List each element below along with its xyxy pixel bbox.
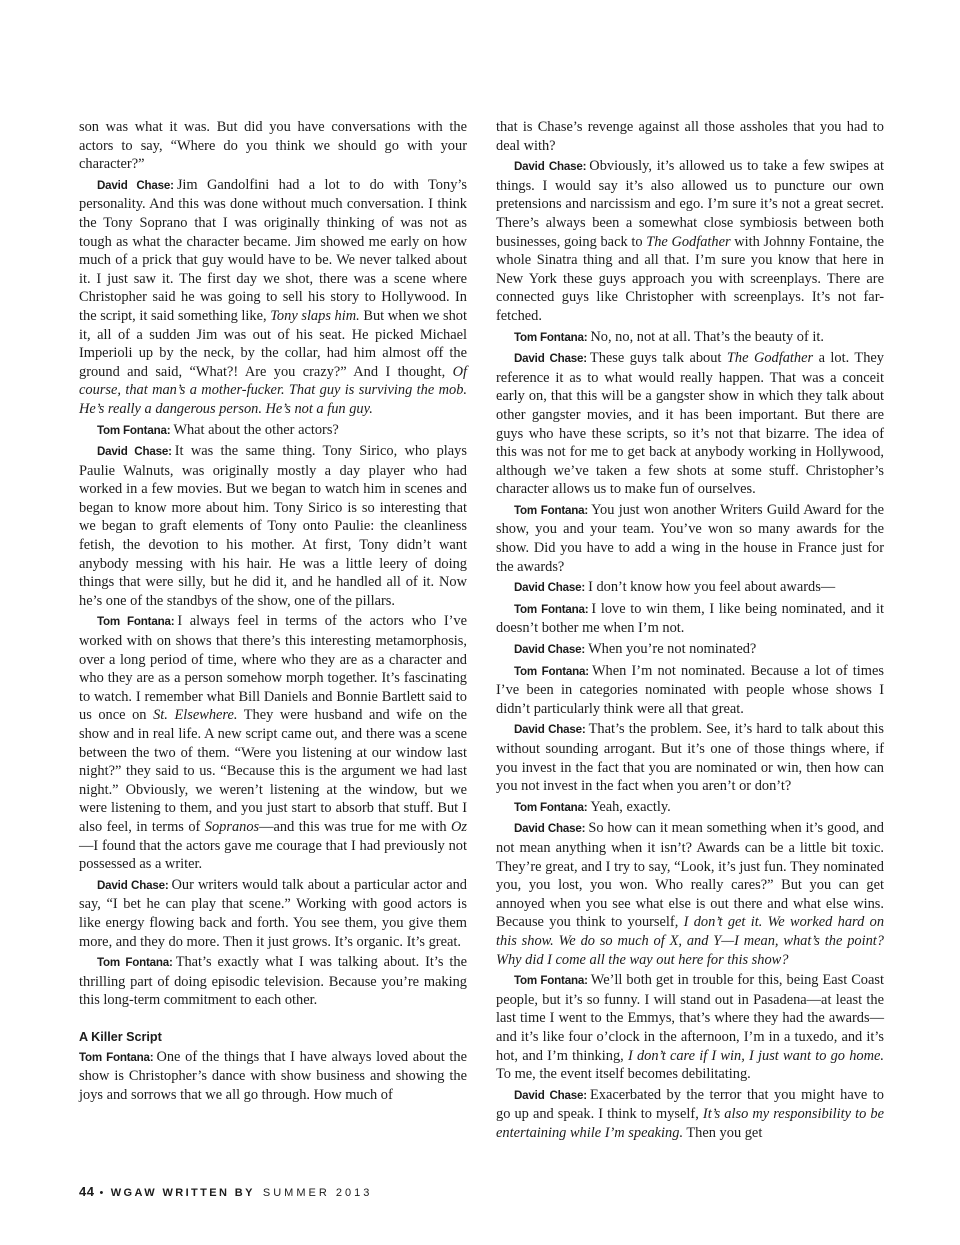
paragraph: David Chase: I don’t know how you feel about awards— bbox=[514, 579, 836, 596]
paragraph: that is Chase’s revenge against all those assholes that you had to deal with? bbox=[496, 119, 884, 154]
paragraph: son was what it was. But did you have conversations with the actors to say, “Where do you think we should go with your character?” bbox=[79, 119, 467, 173]
speaker-label: Tom Fontana: bbox=[514, 974, 588, 988]
page-footer bbox=[79, 1184, 372, 1199]
paragraph: Tom Fontana: Yeah, exactly. bbox=[514, 798, 671, 815]
speaker-label: David Chase: bbox=[97, 178, 174, 192]
paragraph: David Chase: It was the same thing. Tony Sirico, who plays Paulie Walnuts, was originally mostly a day player who had worked in a few movies. But we began to watch him in scenes and began to know more about him. Tony Sirico is so interesting that we began to graft elements of Tony onto Paulie: the cleanliness fetish, the devotion to his mother. At first, Tony didn’t want anybody messing with his hair. He was a little leery of doing things that were silly, but he did it, and he handled all of it. Now he’s one of the standbys of the show, one of the pillars. bbox=[79, 443, 467, 609]
speaker-label: David Chase: bbox=[514, 643, 586, 657]
paragraph: Tom Fontana: What about the other actors? bbox=[97, 421, 339, 438]
issue-date: SUMMER 2013 bbox=[262, 1187, 373, 1199]
paragraph: David Chase: So how can it mean something when it’s good, and not mean anything when it isn’t? Awards can be a little bit toxic. They’re great, and I try to say, “Look, it’s just fun. They nominated you, you lost, you won. Who really cares?” But you can get annoyed when you see what else is out there and what else wins. Because you think to yourself, I don’t get it. We worked hard on this show. We do so much of X, and Y—I mean, what’s the point? Why did I come all the way out here for this show? bbox=[496, 820, 885, 968]
speaker-label: David Chase: bbox=[514, 822, 586, 836]
paragraph: David Chase: Exacerbated by the terror that you might have to go up and speak. I think to myself, It’s also my responsibility to be entertaining while I’m speaking. Then you get bbox=[496, 1086, 884, 1141]
speaker-label: Tom Fontana: bbox=[79, 1050, 154, 1064]
speaker-label: Tom Fontana: bbox=[97, 615, 175, 629]
speaker-label: David Chase: bbox=[514, 352, 587, 366]
right-column bbox=[496, 118, 884, 1144]
speaker-label: Tom Fontana: bbox=[97, 956, 173, 970]
speaker-label: David Chase: bbox=[514, 160, 587, 174]
paragraph: David Chase: That’s the problem. See, it’s hard to talk about this without sounding arrogant. But it’s one of those things where, if you invest in the fact that you are nominated or win, then how can you not invest in the fact when you aren’t or don’t? bbox=[496, 721, 884, 795]
speaker-label: Tom Fontana: bbox=[514, 664, 589, 678]
paragraph: David Chase: When you’re not nominated? bbox=[514, 641, 757, 658]
speaker-label: David Chase: bbox=[514, 581, 586, 595]
speaker-label: David Chase: bbox=[97, 445, 172, 459]
paragraph: Tom Fontana: No, no, not at all. That’s the beauty of it. bbox=[514, 328, 824, 345]
paragraph: David Chase: Jim Gandolfini had a lot to do with Tony’s personality. And this was done without much conversation. I think the Tony Soprano that I was originally thinking of was not as tough as what the character became. Jim showed me early on how much of a prick that guy would have to be. We never talked about it. I just saw it. The first day we shot, there was a scene where Christopher said he was going to sell his story to Hollywood. In the script, it said something like, Tony slaps him. But when we shot it, all of a sudden Jim was out of his seat. He picked Michael Imperioli up by the neck, by the collar, had him almost off the ground and said, “What?! Are you crazy?” And I thought, Of course, that man’s a mother-fucker. That guy is surviving the mob. He’s really a dangerous person. He’s not a fun guy. bbox=[79, 176, 467, 417]
speaker-label: Tom Fontana: bbox=[514, 800, 588, 814]
left-column bbox=[79, 118, 467, 1106]
page-number: 44 bbox=[79, 1184, 95, 1199]
bullet-separator: • bbox=[99, 1187, 106, 1199]
speaker-label: David Chase: bbox=[514, 723, 586, 737]
speaker-label: Tom Fontana: bbox=[514, 503, 589, 517]
paragraph: Tom Fontana: I love to win them, I like being nominated, and it doesn’t bother me when I’m not. bbox=[496, 600, 884, 637]
paragraph: Tom Fontana: You just won another Writers Guild Award for the show, you and your team. You’ve won so many awards for the show. Did you have to add a wing in the house in France just for the awards? bbox=[496, 501, 884, 575]
speaker-label: Tom Fontana: bbox=[514, 330, 588, 344]
speaker-label: Tom Fontana: bbox=[514, 602, 589, 616]
paragraph: David Chase: Our writers would talk about a particular actor and say, “I bet he can play that scene.” Working with good actors is like energy flowing back and forth. You see them, you give them more, and they do more. Then it just grows. It’s organic. It’s great. bbox=[79, 876, 467, 950]
paragraph: Tom Fontana: When I’m not nominated. Because a lot of times I’ve been in categories nominated with people whose shows I didn’t particularly think were all that great. bbox=[496, 662, 884, 717]
paragraph: Tom Fontana: We’ll both get in trouble for this, being East Coast people, but it’s so funny. I will stand out in Pasadena—at least the last time I went to the Emmys, that’s where they had the awards—and it’s like four o’clock in the afternoon, I’m in a tuxedo, and it’s hot, and I’m thinking, I don’t care if I win, I just want to go home. To me, the event itself becomes debilitating. bbox=[496, 972, 884, 1083]
speaker-label: David Chase: bbox=[514, 1088, 587, 1102]
publication-name: WGAW WRITTEN BY bbox=[110, 1187, 255, 1199]
paragraph: David Chase: These guys talk about The Godfather a lot. They reference it as to what would really happen. That was a conceit early on, that this will be a gangster show in which they talk about other gangster movies, and it has been important. But there are guys who have these scripts, so it’s not that bizarre. The idea of this was not for me to get back at anybody working in Hollywood, although we’ve taken a few shots at some stuff. Christopher’s character allows us to make fun of ourselves. bbox=[496, 350, 884, 498]
paragraph: Tom Fontana: One of the things that I have always loved about the show is Christopher’s dance with show business and showing the joys and sorrows that we all go through. How much of bbox=[79, 1048, 467, 1103]
speaker-label: David Chase: bbox=[97, 878, 169, 892]
section-heading: A Killer Script bbox=[79, 1029, 162, 1044]
speaker-label: Tom Fontana: bbox=[97, 423, 171, 437]
paragraph: Tom Fontana: I always feel in terms of the actors who I’ve worked with on shows that there’s this interesting metamorphosis, over a long period of time, where who they are as a character and who they are as a person somehow morph together. It’s fascinating to watch. I remember what Bill Daniels and Bonnie Bartlett said to us once on St. Elsewhere. They were husband and wife on the show and in real life. A new script came out, and there was a scene between the two of them. “Were you listening at our window last night?” they said to us. “Because this is the argument we had last night.” Obviously, we weren’t listening at the window, but we were listening to them, and you just start to absorb that stuff. But I also feel, in terms of Sopranos—and this was true for me with Oz—I found that the actors gave me courage that I had previously not possessed as a writer. bbox=[79, 613, 468, 873]
paragraph: Tom Fontana: That’s exactly what I was talking about. It’s the thrilling part of doing episodic television. Because you’re making this long-term commitment to each other. bbox=[79, 954, 467, 1009]
paragraph: David Chase: Obviously, it’s allowed us to take a few swipes at things. I would say it’s also allowed us to puncture our own pretensions and narcissism and ego. I’m sure it’s not a great secret. There’s always been a somewhat close symbiosis between both businesses, going back to The Godfather with Johnny Fontaine, the whole Sinatra thing and all that. I’m sure you know that here in New York these guys approach you with screenplays. There are connected guys like Christopher with screenplays. It’s not far-fetched. bbox=[496, 158, 884, 324]
